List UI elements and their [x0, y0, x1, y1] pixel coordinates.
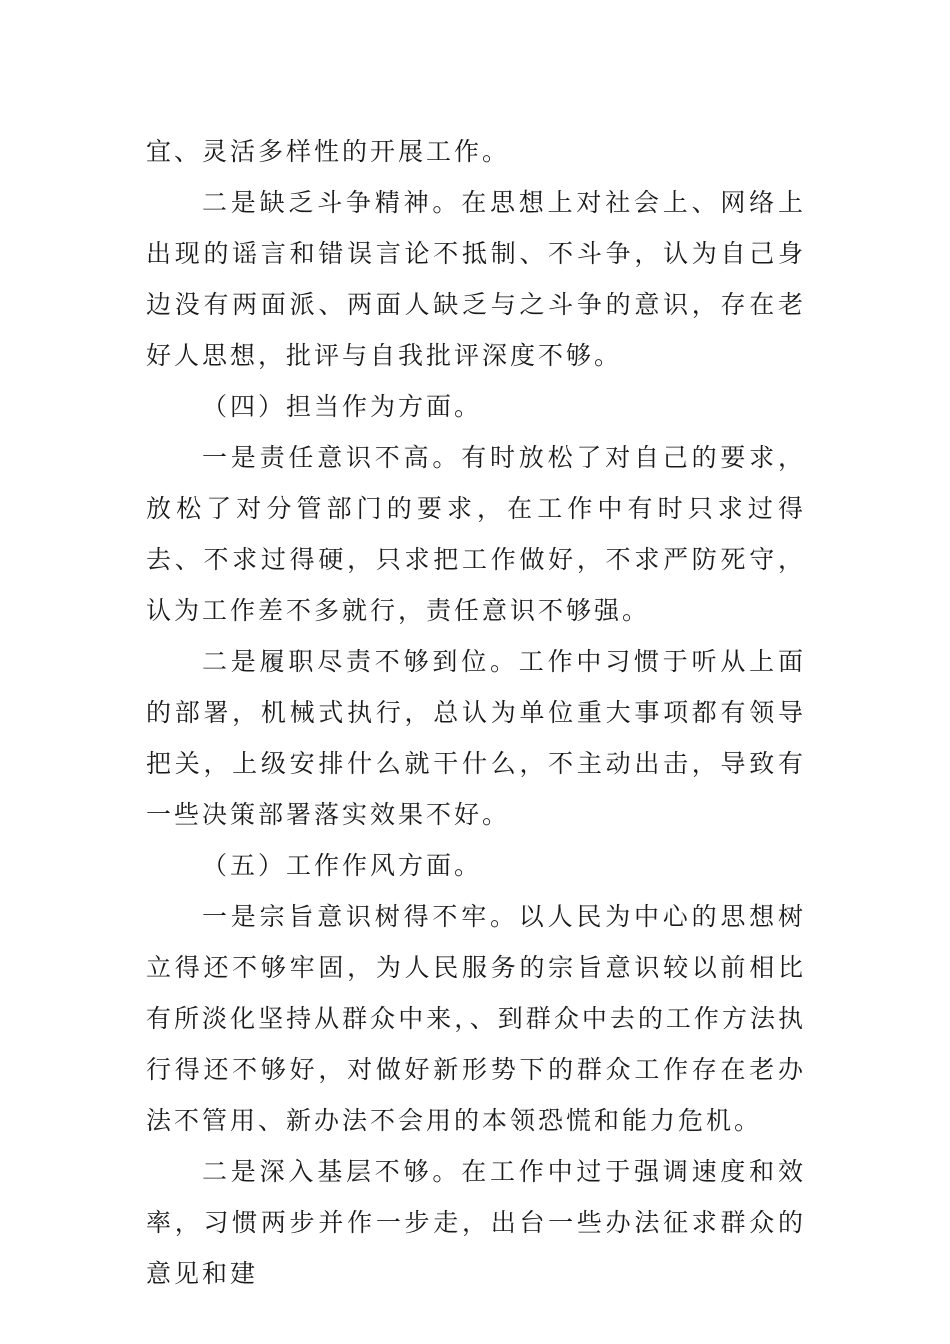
paragraph-responsibility-awareness: 一是责任意识不高。有时放松了对自己的要求，放松了对分管部门的要求，在工作中有时只求过得去、不求过得硬，只求把工作做好，不求严防死守，认为工作差不多就行，责任意识不够强。 — [146, 443, 806, 625]
paragraph-struggle-spirit: 二是缺乏斗争精神。在思想上对社会上、网络上出现的谣言和错误言论不抵制、不斗争，认为自己身边没有两面派、两面人缺乏与之斗争的意识，存在老好人思想，批评与自我批评深度不够。 — [146, 188, 806, 370]
document-page — [146, 126, 806, 1299]
section-heading-work-style: （五）工作作风方面。 — [202, 851, 483, 880]
paragraph-grassroots: 二是深入基层不够。在工作中过于强调速度和效率，习惯两步并作一步走，出台一些办法征求群众的意见和建 — [146, 1157, 806, 1288]
section-heading-responsibility: （四）担当作为方面。 — [202, 392, 483, 421]
paragraph-purpose-awareness: 一是宗旨意识树得不牢。以人民为中心的思想树立得还不够牢固，为人民服务的宗旨意识较以前相比有所淡化坚持从群众中来，、到群众中去的工作方法执行得还不够好，对做好新形势下的群众工作存在老办法不管用、新办法不会用的本领恐慌和能力危机。 — [146, 902, 806, 1135]
paragraph-continued: 宜、灵活多样性的开展工作。 — [146, 137, 511, 166]
paragraph-duty-performance: 二是履职尽责不够到位。工作中习惯于听从上面的部署，机械式执行，总认为单位重大事项都有领导把关，上级安排什么就干什么，不主动出击，导致有一些决策部署落实效果不好。 — [146, 647, 806, 829]
